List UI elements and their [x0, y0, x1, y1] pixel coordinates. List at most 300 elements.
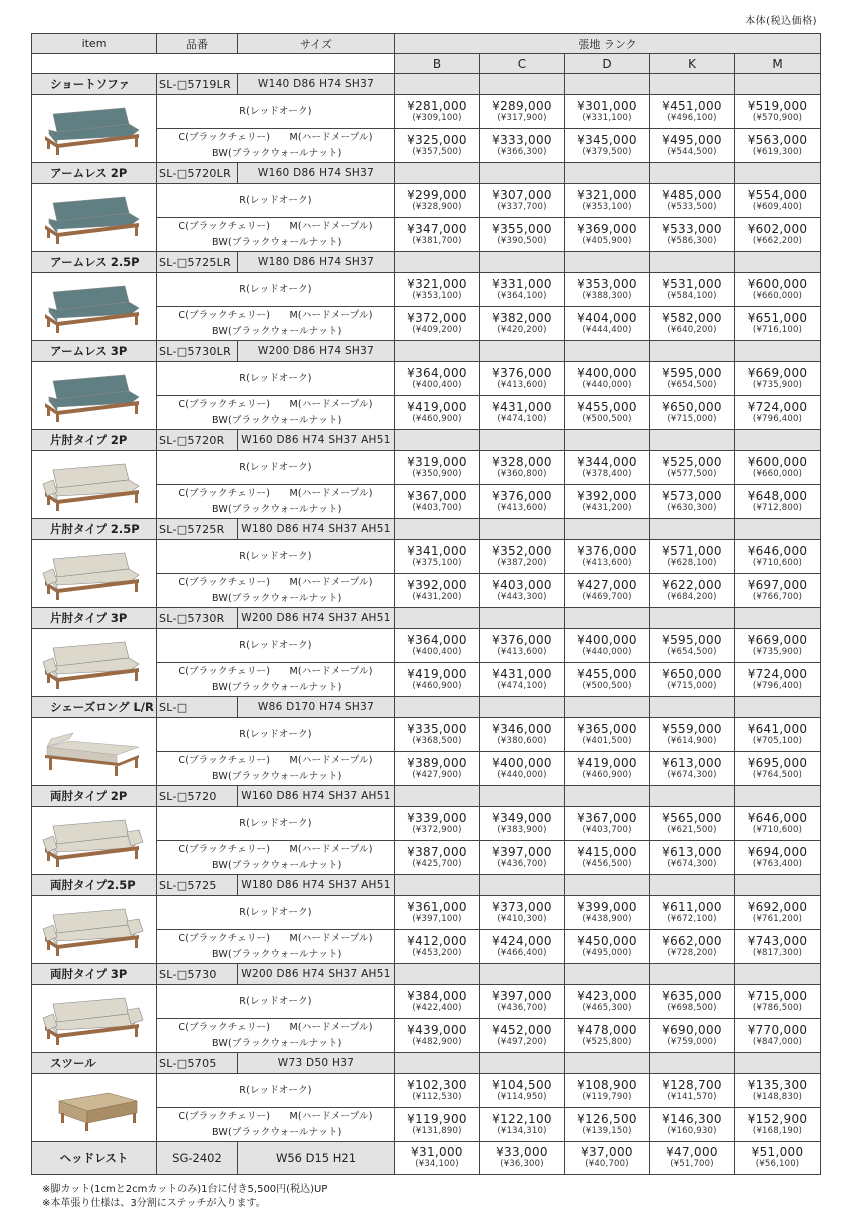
price-tax-incl: (¥425,700)	[412, 858, 462, 869]
sofa-shape	[47, 1029, 50, 1039]
item-name: アームレス 2P	[32, 163, 157, 184]
price-value: ¥33,000	[496, 1145, 548, 1159]
header-rank: 張地 ランク	[395, 34, 821, 54]
price-tax-incl: (¥375,100)	[412, 557, 462, 568]
wood-m-label: M(ハードメープル)	[289, 1110, 373, 1122]
price-cell	[480, 1142, 565, 1175]
price-cell	[480, 752, 565, 786]
wood-c-label: C(ブラックチェリー)	[178, 398, 271, 410]
blank-cell	[735, 252, 821, 273]
price-tax-incl: (¥160,930)	[667, 1125, 717, 1136]
wood-r-label: R(レッドオーク)	[157, 896, 395, 930]
sofa-shape	[135, 493, 138, 503]
price-value: ¥108,900	[577, 1077, 637, 1092]
price-value: ¥646,000	[747, 543, 808, 558]
price-value: ¥387,000	[407, 844, 467, 859]
item-section-row	[32, 697, 821, 718]
price-tax-incl: (¥660,000)	[752, 290, 803, 301]
item-code: SL-□5720LR	[157, 163, 238, 184]
wood-r-label: R(レッドオーク)	[157, 807, 395, 841]
blank-cell	[650, 74, 735, 95]
wood-bw-label: BW(ブラックウォールナット)	[212, 592, 342, 604]
price-value: ¥301,000	[577, 98, 637, 113]
price-value: ¥613,000	[662, 844, 722, 859]
price-value: ¥743,000	[747, 933, 808, 948]
wood-c-label: C(ブラックチェリー)	[178, 754, 271, 766]
blank-cell	[480, 1053, 565, 1074]
price-cell	[735, 807, 821, 841]
price-value: ¥554,000	[747, 187, 808, 202]
wood-c-m-bw-label	[157, 396, 395, 430]
price-value: ¥412,000	[407, 933, 467, 948]
item-size: W86 D170 H74 SH37	[238, 697, 395, 718]
price-tax-incl: (¥112,530)	[412, 1091, 462, 1102]
price-cell	[480, 985, 565, 1019]
price-value: ¥571,000	[662, 543, 722, 558]
sofa-shape	[135, 938, 138, 948]
price-tax-incl: (¥570,900)	[752, 112, 803, 123]
price-value: ¥650,000	[662, 399, 722, 414]
price-value: ¥389,000	[407, 755, 467, 770]
price-cell	[565, 129, 650, 163]
price-tax-incl: (¥387,200)	[497, 557, 547, 568]
item-name: アームレス 2.5P	[32, 252, 157, 273]
beige-sofa-icon	[39, 458, 149, 512]
price-cell	[565, 841, 650, 875]
price-cell	[395, 184, 480, 218]
blank-cell	[395, 964, 480, 985]
price-cell	[480, 663, 565, 697]
price-tax-incl: (¥474,100)	[497, 680, 547, 691]
item-code: SL-□5725	[157, 875, 238, 896]
blank-cell	[395, 163, 480, 184]
price-cell	[565, 1074, 650, 1108]
price-value: ¥419,000	[407, 399, 467, 414]
blank-cell	[735, 163, 821, 184]
price-cell	[480, 896, 565, 930]
price-tax-incl: (¥786,500)	[752, 1002, 803, 1013]
price-value: ¥600,000	[747, 454, 808, 469]
price-cell	[565, 273, 650, 307]
price-value: ¥427,000	[577, 577, 637, 592]
price-cell	[480, 307, 565, 341]
teal-sofa-icon	[39, 280, 149, 334]
price-tax-incl: (¥674,300)	[667, 858, 717, 869]
price-value: ¥307,000	[492, 187, 552, 202]
price-tax-incl: (¥380,600)	[497, 735, 547, 746]
wood-m-label: M(ハードメープル)	[289, 665, 373, 677]
price-value: ¥364,000	[407, 632, 467, 647]
blank-cell	[565, 341, 650, 362]
price-cell	[565, 985, 650, 1019]
price-cell	[395, 1019, 480, 1053]
wood-bw-label: BW(ブラックウォールナット)	[212, 414, 342, 426]
price-value: ¥573,000	[662, 488, 722, 503]
price-value: ¥622,000	[662, 577, 722, 592]
price-cell	[395, 807, 480, 841]
price-tax-incl: (¥705,100)	[752, 735, 803, 746]
price-cell	[480, 1074, 565, 1108]
sofa-shape	[47, 139, 50, 149]
price-cell	[735, 629, 821, 663]
wood-m-label: M(ハードメープル)	[289, 932, 373, 944]
blank-cell	[650, 875, 735, 896]
price-cell	[650, 1108, 735, 1142]
price-tax-incl: (¥422,400)	[412, 1002, 462, 1013]
price-cell	[395, 574, 480, 608]
wood-bw-label: BW(ブラックウォールナット)	[212, 770, 342, 782]
price-tax-incl: (¥482,900)	[412, 1036, 462, 1047]
price-cell	[565, 362, 650, 396]
price-cell	[395, 841, 480, 875]
beige-armsofa-icon	[39, 903, 149, 957]
sofa-shape	[47, 673, 50, 683]
price-value: ¥397,000	[492, 844, 552, 859]
price-cell	[735, 1108, 821, 1142]
blank-cell	[480, 163, 565, 184]
blank-cell	[480, 875, 565, 896]
price-tax-incl: (¥337,700)	[497, 201, 547, 212]
price-cell	[565, 218, 650, 252]
price-value: ¥715,000	[747, 988, 808, 1003]
blank-cell	[565, 252, 650, 273]
price-tax-incl: (¥684,200)	[667, 591, 717, 602]
wood-c-m-bw-label	[157, 930, 395, 964]
price-cell	[480, 184, 565, 218]
item-image	[32, 451, 157, 519]
price-row-r	[32, 807, 821, 841]
price-tax-incl: (¥466,400)	[497, 947, 547, 958]
wood-c-label: C(ブラックチェリー)	[178, 487, 271, 499]
price-value: ¥382,000	[492, 310, 552, 325]
price-value: ¥533,000	[662, 221, 722, 236]
footnote-leather: ※本革張り仕様は、3分割にステッチが入ります。	[42, 1198, 266, 1209]
sofa-shape	[47, 940, 50, 950]
wood-c-m-bw-label	[157, 1108, 395, 1142]
price-cell	[565, 752, 650, 786]
beige-sofa-icon	[39, 547, 149, 601]
price-value: ¥600,000	[747, 276, 808, 291]
price-cell	[565, 1019, 650, 1053]
item-section-row	[32, 430, 821, 451]
blank-cell	[395, 875, 480, 896]
price-tax-incl: (¥40,700)	[585, 1159, 629, 1169]
sofa-shape	[135, 226, 138, 236]
price-tax-incl: (¥716,100)	[752, 324, 803, 335]
price-value: ¥384,000	[407, 988, 467, 1003]
price-tax-incl: (¥368,500)	[412, 735, 462, 746]
price-value: ¥669,000	[747, 365, 808, 380]
sofa-shape	[47, 495, 50, 505]
rank-d: D	[565, 54, 650, 74]
blank-cell	[395, 608, 480, 629]
rank-b: B	[395, 54, 480, 74]
wood-c-m-bw-label	[157, 841, 395, 875]
price-cell	[650, 663, 735, 697]
blank-cell	[480, 519, 565, 540]
blank-cell	[395, 341, 480, 362]
wood-c-label: C(ブラックチェリー)	[178, 220, 271, 232]
item-name: 片肘タイプ 3P	[32, 608, 157, 629]
price-value: ¥355,000	[492, 221, 552, 236]
price-value: ¥319,000	[407, 454, 467, 469]
blank-cell	[565, 1053, 650, 1074]
price-value: ¥104,500	[492, 1077, 552, 1092]
blank-cell	[565, 519, 650, 540]
price-tax-incl: (¥710,600)	[752, 557, 803, 568]
price-tax-incl: (¥364,100)	[497, 290, 547, 301]
price-value: ¥47,000	[666, 1145, 718, 1159]
price-value: ¥346,000	[492, 721, 552, 736]
price-tax-incl: (¥400,400)	[412, 379, 462, 390]
sofa-shape	[56, 592, 59, 600]
price-tax-incl: (¥431,200)	[582, 502, 632, 513]
price-cell	[480, 1019, 565, 1053]
item-image	[32, 540, 157, 608]
item-image	[32, 362, 157, 430]
price-cell	[395, 752, 480, 786]
price-tax-incl: (¥630,300)	[667, 502, 717, 513]
teal-sofa-icon	[39, 369, 149, 423]
price-value: ¥352,000	[492, 543, 552, 558]
price-tax-incl: (¥710,600)	[752, 824, 803, 835]
item-name: シェーズロング L/R	[32, 697, 157, 718]
price-cell	[735, 1019, 821, 1053]
item-size: W180 D86 H74 SH37 AH51	[238, 875, 395, 896]
price-row-r	[32, 95, 821, 129]
price-cell	[735, 307, 821, 341]
price-value: ¥119,900	[407, 1111, 467, 1126]
price-tax-incl: (¥465,300)	[582, 1002, 632, 1013]
item-size: W160 D86 H74 SH37	[238, 163, 395, 184]
blank-cell	[480, 786, 565, 807]
price-tax-incl: (¥715,000)	[667, 413, 717, 424]
price-cell	[650, 629, 735, 663]
wood-c-m-line	[157, 931, 394, 947]
price-cell	[735, 896, 821, 930]
price-cell	[395, 95, 480, 129]
price-row-r	[32, 273, 821, 307]
price-cell	[565, 807, 650, 841]
price-tax-incl: (¥672,100)	[667, 913, 717, 924]
price-cell	[650, 841, 735, 875]
wood-c-m-line	[157, 308, 394, 324]
price-tax-incl: (¥403,700)	[412, 502, 462, 513]
price-tax-incl: (¥353,100)	[412, 290, 462, 301]
item-code: SL-□5725LR	[157, 252, 238, 273]
price-tax-incl: (¥400,400)	[412, 646, 462, 657]
sofa-shape	[47, 317, 50, 327]
price-cell	[735, 362, 821, 396]
wood-c-m-line	[157, 842, 394, 858]
price-cell	[650, 218, 735, 252]
blank-cell	[565, 74, 650, 95]
sofa-shape	[85, 1123, 88, 1131]
price-tax-incl: (¥609,400)	[752, 201, 803, 212]
wood-c-m-bw-label	[157, 574, 395, 608]
blank-cell	[650, 163, 735, 184]
wood-r-label: R(レッドオーク)	[157, 95, 395, 129]
price-cell	[395, 1108, 480, 1142]
wood-c-m-bw-label	[157, 307, 395, 341]
wood-c-label: C(ブラックチェリー)	[178, 843, 271, 855]
price-cell	[650, 129, 735, 163]
price-tax-incl: (¥397,100)	[412, 913, 462, 924]
price-tax-incl: (¥735,900)	[752, 646, 803, 657]
footnotes	[42, 1183, 327, 1211]
price-value: ¥361,000	[407, 899, 467, 914]
headrest-row	[32, 1142, 821, 1175]
price-value: ¥582,000	[662, 310, 722, 325]
price-tax-incl: (¥36,300)	[500, 1159, 544, 1169]
price-row-r	[32, 629, 821, 663]
price-cell	[565, 184, 650, 218]
wood-c-m-line	[157, 753, 394, 769]
blank-cell	[650, 964, 735, 985]
price-tax-incl: (¥381,700)	[412, 235, 462, 246]
blank-cell	[650, 786, 735, 807]
item-code: SL-□5730R	[157, 608, 238, 629]
price-cell	[395, 540, 480, 574]
sofa-shape	[135, 404, 138, 414]
price-value: ¥135,300	[747, 1077, 808, 1092]
rank-m: M	[735, 54, 821, 74]
price-tax-incl: (¥131,890)	[412, 1125, 462, 1136]
price-tax-incl: (¥460,900)	[412, 413, 462, 424]
wood-c-m-line	[157, 397, 394, 413]
item-size: W200 D86 H74 SH37 AH51	[238, 964, 395, 985]
price-value: ¥419,000	[407, 666, 467, 681]
price-cell	[395, 307, 480, 341]
price-tax-incl: (¥436,700)	[497, 1002, 547, 1013]
price-tax-incl: (¥460,900)	[412, 680, 462, 691]
price-tax-incl: (¥586,300)	[667, 235, 717, 246]
wood-c-m-bw-label	[157, 485, 395, 519]
price-tax-incl: (¥698,500)	[667, 1002, 717, 1013]
price-tax-incl: (¥413,600)	[497, 379, 547, 390]
item-section-row	[32, 608, 821, 629]
price-cell	[735, 930, 821, 964]
price-cell	[565, 451, 650, 485]
price-tax-incl: (¥440,000)	[582, 646, 632, 657]
price-tax-incl: (¥577,500)	[667, 468, 717, 479]
wood-m-label: M(ハードメープル)	[289, 398, 373, 410]
item-code: SL-□	[157, 697, 238, 718]
price-tax-incl: (¥544,500)	[667, 146, 717, 157]
price-cell	[480, 95, 565, 129]
wood-c-label: C(ブラックチェリー)	[178, 576, 271, 588]
price-tax-incl: (¥440,000)	[497, 769, 547, 780]
wood-c-m-line	[157, 486, 394, 502]
price-tax-incl: (¥766,700)	[752, 591, 803, 602]
price-row-r	[32, 362, 821, 396]
price-tax-incl: (¥413,600)	[497, 646, 547, 657]
wood-bw-label: BW(ブラックウォールナット)	[212, 147, 342, 159]
sofa-shape	[56, 236, 59, 244]
item-size: W160 D86 H74 SH37 AH51	[238, 430, 395, 451]
wood-m-label: M(ハードメープル)	[289, 487, 373, 499]
price-cell	[650, 1074, 735, 1108]
item-code: SL-□5725R	[157, 519, 238, 540]
price-cell	[735, 95, 821, 129]
wood-bw-label: BW(ブラックウォールナット)	[212, 1126, 342, 1138]
price-value: ¥724,000	[747, 666, 808, 681]
price-value: ¥365,000	[577, 721, 637, 736]
price-tax-incl: (¥378,400)	[582, 468, 632, 479]
price-value: ¥146,300	[662, 1111, 722, 1126]
price-value: ¥364,000	[407, 365, 467, 380]
price-value: ¥339,000	[407, 810, 467, 825]
item-section-row	[32, 252, 821, 273]
sofa-shape	[135, 671, 138, 681]
wood-bw-label: BW(ブラックウォールナット)	[212, 681, 342, 693]
sofa-shape	[135, 849, 138, 859]
sofa-shape	[135, 315, 138, 325]
blank-cell	[650, 1053, 735, 1074]
price-value: ¥37,000	[581, 1145, 633, 1159]
price-cell	[735, 273, 821, 307]
price-cell	[395, 629, 480, 663]
price-value: ¥724,000	[747, 399, 808, 414]
sofa-shape	[56, 325, 59, 333]
blank-cell	[395, 1053, 480, 1074]
wood-r-label: R(レッドオーク)	[157, 362, 395, 396]
price-cell	[650, 396, 735, 430]
sofa-shape	[49, 758, 52, 770]
sofa-shape	[56, 414, 59, 422]
price-cell	[735, 451, 821, 485]
price-value: ¥349,000	[492, 810, 552, 825]
header-spacer	[32, 54, 395, 74]
price-cell	[735, 574, 821, 608]
price-cell	[650, 985, 735, 1019]
item-size: W180 D86 H74 SH37	[238, 252, 395, 273]
blank-cell	[565, 875, 650, 896]
price-cell	[565, 307, 650, 341]
wood-r-label: R(レッドオーク)	[157, 629, 395, 663]
blank-cell	[735, 964, 821, 985]
price-value: ¥281,000	[407, 98, 467, 113]
teal-sofa-icon	[39, 102, 149, 156]
price-value: ¥372,000	[407, 310, 467, 325]
sofa-shape	[133, 1113, 136, 1123]
price-value: ¥128,700	[662, 1077, 722, 1092]
price-value: ¥695,000	[747, 755, 808, 770]
price-cell	[565, 629, 650, 663]
price-tax-incl: (¥427,900)	[412, 769, 462, 780]
wood-bw-label: BW(ブラックウォールナット)	[212, 859, 342, 871]
price-value: ¥126,500	[577, 1111, 637, 1126]
blank-cell	[395, 786, 480, 807]
blank-cell	[565, 786, 650, 807]
price-cell	[395, 930, 480, 964]
sofa-shape	[56, 948, 59, 956]
price-tax-incl: (¥379,500)	[582, 146, 632, 157]
wood-r-label: R(レッドオーク)	[157, 985, 395, 1019]
price-value: ¥485,000	[662, 187, 722, 202]
item-code: SL-□5720	[157, 786, 238, 807]
price-value: ¥400,000	[577, 632, 637, 647]
sofa-shape	[56, 147, 59, 155]
price-tax-incl: (¥474,100)	[497, 413, 547, 424]
price-tax-incl: (¥114,950)	[497, 1091, 547, 1102]
price-cell	[735, 184, 821, 218]
sofa-shape	[47, 228, 50, 238]
price-cell	[480, 362, 565, 396]
price-tax-incl: (¥168,190)	[752, 1125, 803, 1136]
price-cell	[395, 718, 480, 752]
item-code: SL-□5719LR	[157, 74, 238, 95]
